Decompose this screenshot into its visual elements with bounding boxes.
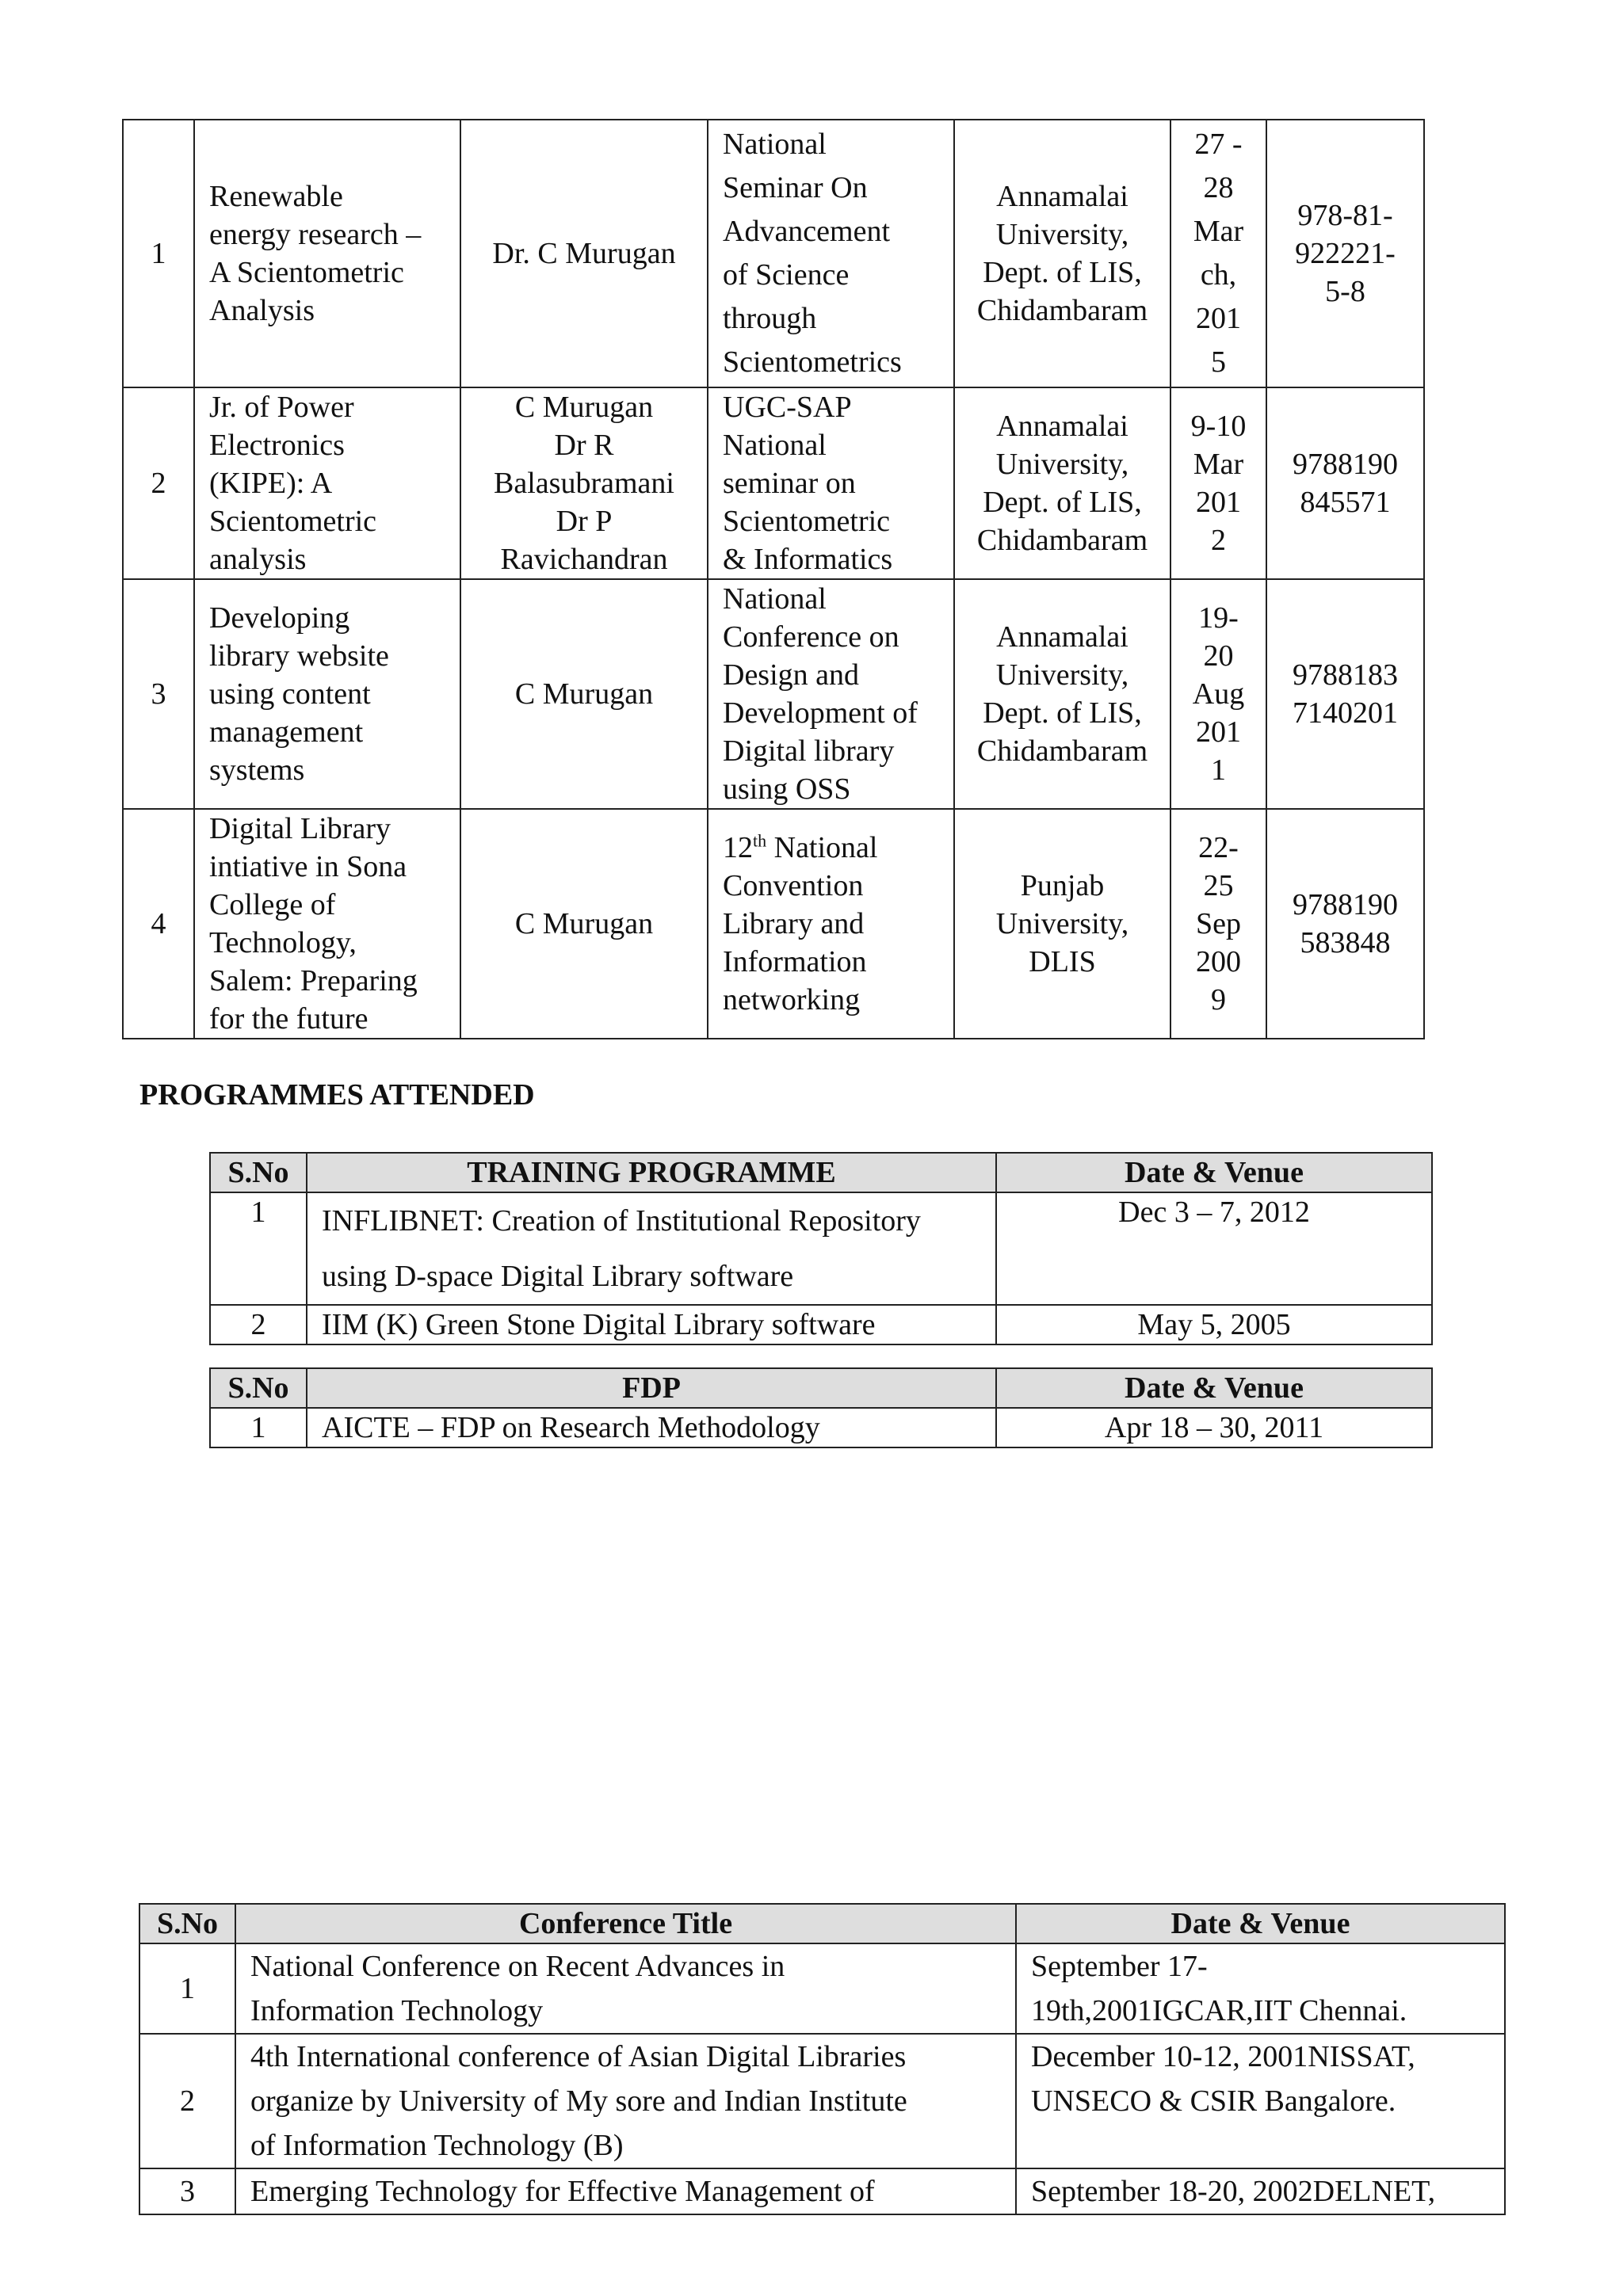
row-sno: 3 — [139, 2168, 235, 2214]
column-header: S.No — [139, 1904, 235, 1943]
column-header: FDP — [307, 1368, 996, 1408]
paper-date: 22- 25 Sep 200 9 — [1170, 809, 1266, 1039]
paper-venue: Annamalai University, Dept. of LIS, Chidambaram — [954, 387, 1170, 579]
row-sno: 1 — [210, 1408, 307, 1447]
table-header-row — [210, 1153, 1432, 1192]
table-row — [123, 120, 1424, 387]
table-row — [123, 579, 1424, 809]
row-sno: 1 — [139, 1943, 235, 2034]
event-name: National Convention Library and Information networking — [723, 831, 878, 1016]
paper-authors: C Murugan — [460, 809, 708, 1039]
paper-date: 27 - 28 Mar ch, 201 5 — [1170, 120, 1266, 387]
row-date: Apr 18 – 30, 2011 — [996, 1408, 1432, 1447]
training-table — [209, 1152, 1433, 1345]
row-date-venue: December 10-12, 2001NISSAT, UNSECO & CSIR Bangalore. — [1016, 2034, 1505, 2168]
row-conference-title: 4th International conference of Asian Digital Libraries organize by University of My sore and Indian Institute of Information Technology (B) — [235, 2034, 1016, 2168]
event-ordinal: 12 — [723, 831, 753, 864]
table-header-row — [139, 1904, 1505, 1943]
row-programme: IIM (K) Green Stone Digital Library software — [307, 1305, 996, 1344]
paper-title: Renewable energy research – A Scientometric Analysis — [194, 120, 460, 387]
row-sno: 2 — [210, 1305, 307, 1344]
paper-event — [708, 809, 954, 1039]
table-header-row — [210, 1368, 1432, 1408]
table-row — [210, 1192, 1432, 1305]
table-row — [139, 2034, 1505, 2168]
row-conference-title: Emerging Technology for Effective Management of — [235, 2168, 1016, 2214]
paper-isbn: 978-81- 922221- 5-8 — [1266, 120, 1424, 387]
fdp-table — [209, 1367, 1433, 1448]
column-header: TRAINING PROGRAMME — [307, 1153, 996, 1192]
table-row — [139, 2168, 1505, 2214]
paper-isbn: 9788183 7140201 — [1266, 579, 1424, 809]
paper-authors: C Murugan Dr R Balasubramani Dr P Ravichandran — [460, 387, 708, 579]
paper-isbn: 9788190 583848 — [1266, 809, 1424, 1039]
papers-table — [122, 119, 1425, 1039]
row-date-venue: September 18-20, 2002DELNET, — [1016, 2168, 1505, 2214]
paper-authors: C Murugan — [460, 579, 708, 809]
paper-event: UGC-SAP National seminar on Scientometric & Informatics — [708, 387, 954, 579]
paper-title: Jr. of Power Electronics (KIPE): A Scientometric analysis — [194, 387, 460, 579]
paper-sno: 2 — [123, 387, 194, 579]
column-header: Conference Title — [235, 1904, 1016, 1943]
row-sno: 2 — [139, 2034, 235, 2168]
row-programme: AICTE – FDP on Research Methodology — [307, 1408, 996, 1447]
paper-sno: 3 — [123, 579, 194, 809]
paper-isbn: 9788190 845571 — [1266, 387, 1424, 579]
column-header: S.No — [210, 1153, 307, 1192]
programmes-heading: PROGRAMMES ATTENDED — [139, 1078, 535, 1112]
row-conference-title: National Conference on Recent Advances in Information Technology — [235, 1943, 1016, 2034]
column-header: Date & Venue — [996, 1153, 1432, 1192]
paper-title: Digital Library intiative in Sona College of Technology, Salem: Preparing for the future — [194, 809, 460, 1039]
paper-date: 19- 20 Aug 201 1 — [1170, 579, 1266, 809]
event-ordinal-suffix: th — [753, 830, 767, 851]
paper-venue: Annamalai University, Dept. of LIS, Chidambaram — [954, 579, 1170, 809]
table-row — [210, 1305, 1432, 1344]
row-date-venue: September 17- 19th,2001IGCAR,IIT Chennai. — [1016, 1943, 1505, 2034]
table-row — [139, 1943, 1505, 2034]
row-programme: INFLIBNET: Creation of Institutional Repository using D-space Digital Library software — [307, 1192, 996, 1305]
conferences-table — [139, 1903, 1506, 2215]
paper-venue: Punjab University, DLIS — [954, 809, 1170, 1039]
table-row — [123, 809, 1424, 1039]
paper-sno: 1 — [123, 120, 194, 387]
column-header: S.No — [210, 1368, 307, 1408]
paper-event: National Seminar On Advancement of Science through Scientometrics — [708, 120, 954, 387]
column-header: Date & Venue — [996, 1368, 1432, 1408]
row-date: May 5, 2005 — [996, 1305, 1432, 1344]
paper-authors: Dr. C Murugan — [460, 120, 708, 387]
paper-date: 9-10 Mar 201 2 — [1170, 387, 1266, 579]
paper-title: Developing library website using content management systems — [194, 579, 460, 809]
table-row — [123, 387, 1424, 579]
paper-event: National Conference on Design and Development of Digital library using OSS — [708, 579, 954, 809]
row-sno: 1 — [210, 1192, 307, 1305]
paper-venue: Annamalai University, Dept. of LIS, Chidambaram — [954, 120, 1170, 387]
row-date: Dec 3 – 7, 2012 — [996, 1192, 1432, 1305]
paper-sno: 4 — [123, 809, 194, 1039]
table-row — [210, 1408, 1432, 1447]
column-header: Date & Venue — [1016, 1904, 1505, 1943]
